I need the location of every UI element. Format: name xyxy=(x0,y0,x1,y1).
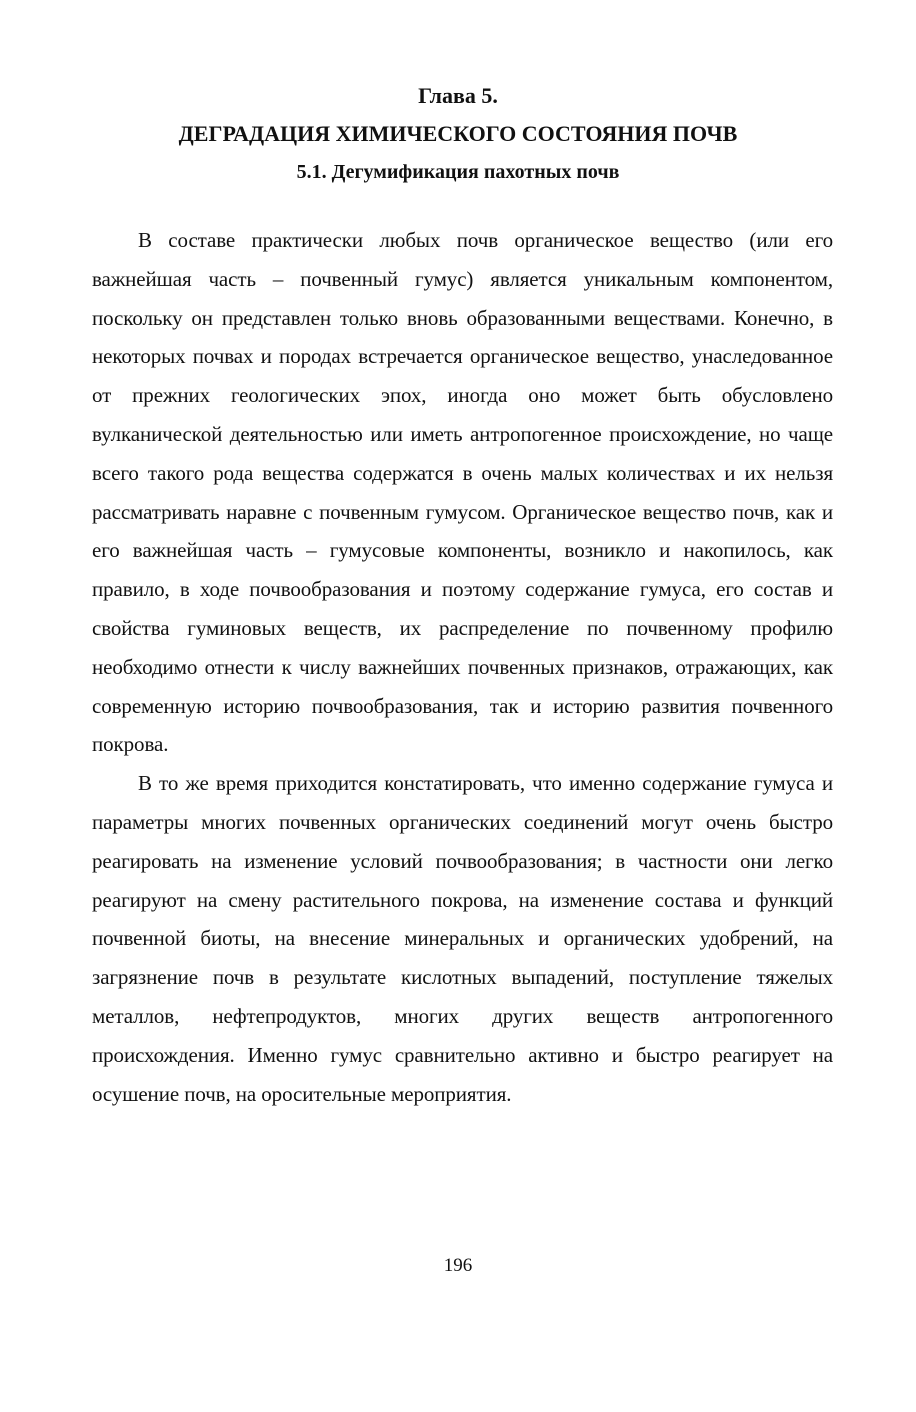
page-number: 196 xyxy=(443,1255,473,1276)
chapter-label: Глава 5. xyxy=(418,83,498,108)
paragraph-1: В составе практически любых почв органическое вещество (или его важнейшая часть – почвенный гумус) является уникальным компонентом, поскольку он представлен только вновь образованными веществами. Конечно, в некоторых почвах и породах встречается органическое вещество, унаследованное от прежних геологических эпох, иногда оно может быть обусловлено вулканической деятельностью или иметь антропогенное происхождение, но чаще всего такого рода вещества содержатся в очень малых количествах и их нельзя рассматривать наравне с почвенным гумусом. Органическое вещество почв, как и его важнейшая часть – гумусовые компоненты, возникло и накопилось, как правило, в ходе почвообразования и поэтому содержание гумуса, его состав и свойства гуминовых веществ, их распределение по почвенному профилю необходимо отнести к числу важнейших почвенных признаков, отражающих, как современную историю почвообразования, так и историю развития почвенного покрова. xyxy=(92,228,833,757)
section-title: 5.1. Дегумификация пахотных почв xyxy=(296,161,620,183)
chapter-title: ДЕГРАДАЦИЯ ХИМИЧЕСКОГО СОСТОЯНИЯ ПОЧВ xyxy=(178,121,738,146)
body-text xyxy=(92,221,833,1113)
paragraph-2: В то же время приходится констатировать, что именно содержание гумуса и параметры многих почвенных органических соединений могут очень быстро реагировать на изменение условий почвообразования; в частности они легко реагируют на смену растительного покрова, на изменение состава и функций почвенной биоты, на внесение минеральных и органических удобрений, на загрязнение почв в результате кислотных выпадений, поступление тяжелых металлов, нефтепродуктов, многих других веществ антропогенного происхождения. Именно гумус сравнительно активно и быстро реагирует на осушение почв, на оросительные мероприятия. xyxy=(92,771,833,1106)
